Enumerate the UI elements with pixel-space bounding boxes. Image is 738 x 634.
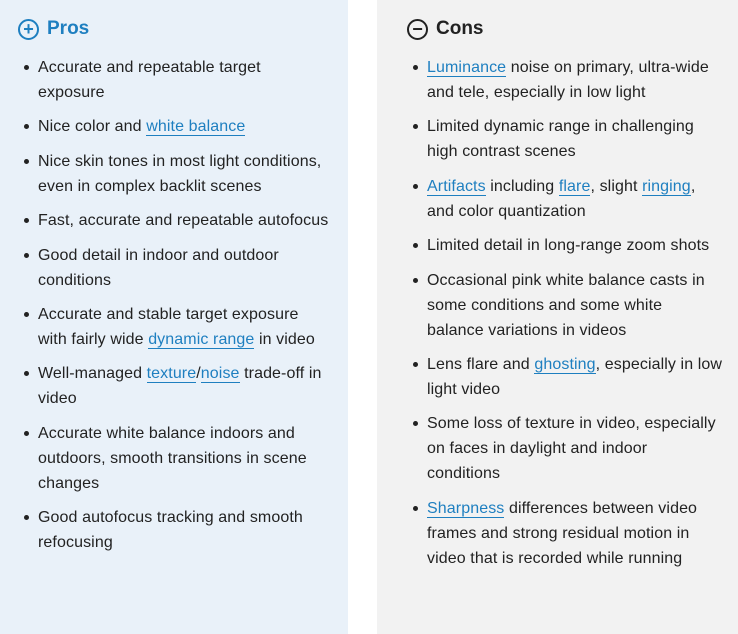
glossary-link[interactable]: dynamic range bbox=[148, 330, 255, 348]
list-item bbox=[22, 361, 330, 411]
item-text: Good autofocus tracking and smooth refocusing bbox=[38, 509, 303, 552]
glossary-link[interactable]: white balance bbox=[146, 118, 246, 136]
bullet-icon bbox=[413, 278, 418, 283]
item-text: Accurate and stable target exposure with fairly wide bbox=[38, 305, 299, 348]
list-item bbox=[22, 55, 330, 105]
list-item bbox=[411, 496, 723, 571]
list-item bbox=[411, 352, 723, 402]
glossary-link[interactable]: ghosting bbox=[534, 355, 596, 373]
bullet-icon bbox=[413, 65, 418, 70]
list-item bbox=[22, 208, 330, 233]
item-text: Nice color and bbox=[38, 118, 147, 136]
glossary-link[interactable]: Sharpness bbox=[427, 499, 505, 517]
list-item bbox=[411, 233, 723, 258]
cons-header bbox=[407, 18, 484, 40]
item-text: including bbox=[485, 177, 559, 195]
item-text: Lens flare and bbox=[427, 355, 535, 373]
bullet-icon bbox=[24, 159, 29, 164]
list-item bbox=[411, 55, 723, 105]
bullet-icon bbox=[24, 515, 29, 520]
plus-circle-icon: + bbox=[18, 19, 39, 40]
cons-title: Cons bbox=[436, 18, 484, 39]
bullet-icon bbox=[24, 371, 29, 376]
item-text: Good detail in indoor and outdoor conditions bbox=[38, 246, 279, 289]
list-item bbox=[411, 174, 723, 224]
bullet-icon bbox=[413, 184, 418, 189]
cons-panel bbox=[377, 0, 738, 634]
bullet-icon bbox=[24, 218, 29, 223]
item-text: Limited detail in long-range zoom shots bbox=[427, 237, 710, 255]
item-text: Fast, accurate and repeatable autofocus bbox=[38, 212, 329, 230]
item-text: Some loss of texture in video, especially on faces in daylight and indoor conditions bbox=[427, 415, 716, 483]
bullet-icon bbox=[413, 362, 418, 367]
list-item bbox=[22, 505, 330, 555]
bullet-icon bbox=[24, 253, 29, 258]
bullet-icon bbox=[24, 431, 29, 436]
minus-circle-icon: − bbox=[407, 19, 428, 40]
glossary-link[interactable]: noise bbox=[200, 365, 240, 383]
glossary-link[interactable]: Luminance bbox=[427, 59, 507, 76]
glossary-link[interactable]: Artifacts bbox=[427, 177, 486, 195]
pros-title: Pros bbox=[47, 18, 90, 39]
glossary-link[interactable]: texture bbox=[146, 365, 197, 383]
list-item bbox=[22, 302, 330, 352]
bullet-icon bbox=[413, 243, 418, 248]
bullet-icon bbox=[24, 65, 29, 70]
item-text: noise on primary, ultra-wide and tele, especially in low light bbox=[427, 59, 709, 101]
item-text: Limited dynamic range in challenging high contrast scenes bbox=[427, 118, 694, 161]
item-text: / bbox=[196, 365, 201, 383]
item-text: trade-off in video bbox=[38, 365, 322, 408]
item-text: Occasional pink white balance casts in some conditions and some white balance variations in videos bbox=[427, 271, 705, 339]
item-text: Well-managed bbox=[38, 365, 147, 383]
item-text: Nice skin tones in most light conditions, even in complex backlit scenes bbox=[38, 152, 322, 195]
pros-list bbox=[22, 55, 330, 565]
item-text: Accurate and repeatable target exposure bbox=[38, 59, 261, 101]
glossary-link[interactable]: ringing bbox=[642, 177, 691, 195]
item-text: in video bbox=[254, 330, 315, 348]
cons-list bbox=[411, 55, 723, 580]
item-text: , slight bbox=[590, 177, 643, 195]
pros-panel bbox=[0, 0, 348, 634]
item-text: Accurate white balance indoors and outdoors, smooth transitions in scene changes bbox=[38, 424, 307, 492]
list-item bbox=[411, 268, 723, 343]
item-text: , especially in low light video bbox=[427, 355, 723, 398]
list-item bbox=[411, 114, 723, 164]
bullet-icon bbox=[413, 506, 418, 511]
item-text: differences between video frames and strong residual motion in video that is recorded while running bbox=[427, 499, 698, 567]
bullet-icon bbox=[413, 124, 418, 129]
bullet-icon bbox=[413, 421, 418, 426]
bullet-icon bbox=[24, 312, 29, 317]
list-item bbox=[22, 114, 330, 139]
list-item bbox=[411, 411, 723, 486]
bullet-icon bbox=[24, 124, 29, 129]
item-text: , and color quantization bbox=[427, 177, 696, 220]
list-item bbox=[22, 421, 330, 496]
list-item bbox=[22, 243, 330, 293]
list-item bbox=[22, 149, 330, 199]
glossary-link[interactable]: flare bbox=[558, 177, 591, 195]
pros-header bbox=[18, 18, 89, 40]
